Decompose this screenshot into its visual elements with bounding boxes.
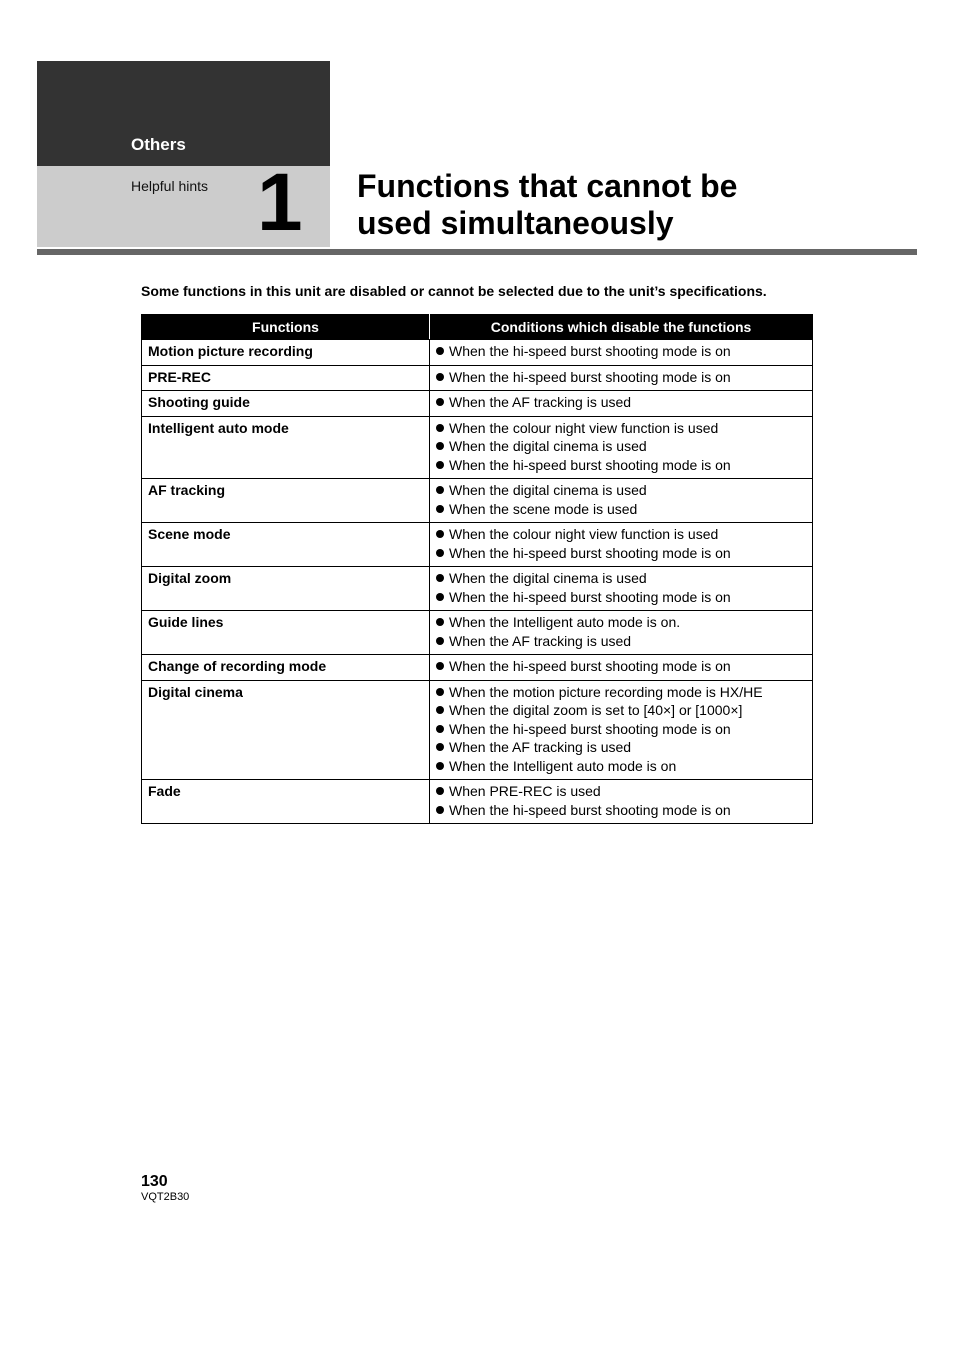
function-cell: Intelligent auto mode (142, 416, 430, 479)
page-title-line-2: used simultaneously (357, 205, 674, 241)
table-body (142, 340, 813, 824)
condition-item (436, 801, 806, 820)
chapter-number: 1 (257, 157, 303, 248)
condition-item (436, 419, 806, 438)
column-header-functions: Functions (142, 315, 430, 340)
function-cell: Digital zoom (142, 567, 430, 611)
condition-item (436, 720, 806, 739)
conditions-cell (430, 523, 813, 567)
condition-item (436, 701, 806, 720)
table-row (142, 523, 813, 567)
conditions-cell (430, 655, 813, 681)
column-header-conditions: Conditions which disable the functions (430, 315, 813, 340)
condition-text: When the AF tracking is used (449, 632, 632, 649)
condition-text: When the Intelligent auto mode is on. (449, 614, 681, 630)
bullet-icon (436, 373, 444, 381)
condition-item (436, 437, 806, 456)
intro-text: Some functions in this unit are disabled or cannot be selected due to the unit’s specifications. (141, 283, 767, 299)
table-row (142, 479, 813, 523)
bullet-icon (436, 593, 444, 601)
function-cell: Shooting guide (142, 391, 430, 417)
bullet-icon (436, 347, 444, 355)
condition-text: When the hi-speed burst shooting mode is on (449, 801, 731, 818)
functions-table (141, 314, 813, 824)
condition-text: When the scene mode is used (449, 500, 638, 517)
bullet-icon (436, 806, 444, 814)
condition-item (436, 738, 806, 757)
bullet-icon (436, 618, 444, 626)
bullet-icon (436, 637, 444, 645)
condition-item (436, 525, 806, 544)
bullet-icon (436, 706, 444, 714)
conditions-cell (430, 567, 813, 611)
conditions-cell (430, 340, 813, 366)
condition-item (436, 757, 806, 776)
bullet-icon (436, 574, 444, 582)
condition-text: When the colour night view function is used (449, 526, 719, 542)
condition-item (436, 657, 806, 676)
condition-text: When the digital cinema is used (449, 570, 647, 586)
table-row (142, 416, 813, 479)
table-row (142, 391, 813, 417)
condition-item (436, 342, 806, 361)
condition-item (436, 500, 806, 519)
table-header-row (142, 315, 813, 340)
bullet-icon (436, 461, 444, 469)
condition-item (436, 588, 806, 607)
section-label: Others (131, 135, 186, 154)
bullet-icon (436, 505, 444, 513)
conditions-cell (430, 611, 813, 655)
subsection-header (37, 157, 330, 248)
function-cell: AF tracking (142, 479, 430, 523)
function-cell: Digital cinema (142, 680, 430, 780)
condition-text: When the hi-speed burst shooting mode is on (449, 343, 731, 359)
condition-text: When the hi-speed burst shooting mode is on (449, 720, 731, 737)
conditions-cell (430, 780, 813, 824)
condition-text: When the AF tracking is used (449, 394, 632, 410)
subsection-label: Helpful hints (131, 178, 209, 194)
bullet-icon (436, 762, 444, 770)
condition-text: When the hi-speed burst shooting mode is on (449, 456, 731, 473)
page-title (357, 168, 897, 242)
conditions-cell (430, 391, 813, 417)
condition-text: When the digital cinema is used (449, 482, 647, 498)
condition-text: When the hi-speed burst shooting mode is on (449, 368, 731, 385)
condition-item (436, 613, 806, 632)
table-row (142, 365, 813, 391)
conditions-cell (430, 365, 813, 391)
condition-text: When the hi-speed burst shooting mode is on (449, 544, 731, 561)
condition-item (436, 368, 806, 387)
bullet-icon (436, 787, 444, 795)
bullet-icon (436, 424, 444, 432)
condition-text: When the hi-speed burst shooting mode is on (449, 588, 731, 605)
condition-text: When the Intelligent auto mode is on (449, 757, 677, 774)
function-cell: Fade (142, 780, 430, 824)
function-cell: Guide lines (142, 611, 430, 655)
bullet-icon (436, 743, 444, 751)
condition-text: When the motion picture recording mode is HX/HE (449, 683, 763, 700)
table-row (142, 655, 813, 681)
condition-text: When PRE-REC is used (449, 783, 601, 799)
condition-text: When the digital zoom is set to [40×] or [1000×] (449, 702, 743, 718)
bullet-icon (436, 486, 444, 494)
section-header (37, 61, 330, 166)
condition-item (436, 782, 806, 801)
function-cell: Change of recording mode (142, 655, 430, 681)
page-number: 130 (141, 1173, 168, 1190)
condition-text: When the AF tracking is used (449, 739, 632, 755)
condition-text: When the colour night view function is used (449, 419, 719, 436)
condition-item (436, 393, 806, 412)
condition-item (436, 481, 806, 500)
bullet-icon (436, 725, 444, 733)
condition-text: When the hi-speed burst shooting mode is on (449, 658, 731, 674)
conditions-cell (430, 479, 813, 523)
condition-item (436, 683, 806, 702)
function-cell: Scene mode (142, 523, 430, 567)
bullet-icon (436, 398, 444, 406)
condition-item (436, 544, 806, 563)
page-title-line-1: Functions that cannot be (357, 168, 738, 204)
function-cell: Motion picture recording (142, 340, 430, 366)
condition-item (436, 632, 806, 651)
condition-item (436, 569, 806, 588)
bullet-icon (436, 530, 444, 538)
bullet-icon (436, 688, 444, 696)
table-row (142, 611, 813, 655)
function-cell: PRE-REC (142, 365, 430, 391)
conditions-cell (430, 680, 813, 780)
title-rule (37, 249, 917, 255)
bullet-icon (436, 442, 444, 450)
condition-item (436, 456, 806, 475)
table-row (142, 780, 813, 824)
conditions-cell (430, 416, 813, 479)
model-code: VQT2B30 (141, 1191, 190, 1203)
table-row (142, 680, 813, 780)
bullet-icon (436, 662, 444, 670)
table-row (142, 567, 813, 611)
table-row (142, 340, 813, 366)
bullet-icon (436, 549, 444, 557)
condition-text: When the digital cinema is used (449, 438, 647, 454)
